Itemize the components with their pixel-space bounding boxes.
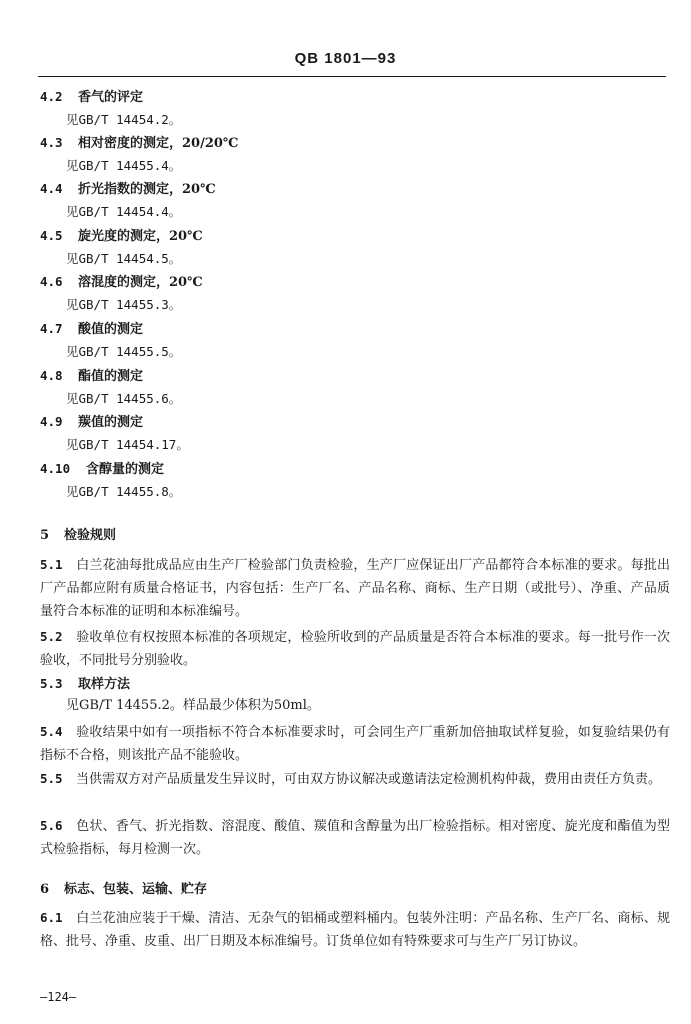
header-rule xyxy=(38,76,666,77)
item-number: 5.3 xyxy=(40,676,63,691)
item-reference: 见GB/T 14454.17。 xyxy=(66,437,189,452)
paragraph-text: 白兰花油应装于干燥、清洁、无杂气的铝桶或塑料桶内。包装外注明：产品名称、生产厂名、商标、规格、批号、净重、皮重、出厂日期及本标准编号。订货单位如有特殊要求可与生产厂另订协议。 xyxy=(40,911,670,949)
item-reference: 见GB/T 14454.2。 xyxy=(66,112,182,127)
item-number: 4.8 xyxy=(40,368,63,383)
paragraph-5-1 xyxy=(40,553,670,623)
item-title: 酯值的测定 xyxy=(78,369,144,384)
sampling-text: 见GB/T 14455.2。样品最少体积为50ml。 xyxy=(66,698,320,713)
page-number: —124— xyxy=(40,990,77,1004)
item-4-9 xyxy=(40,413,143,432)
paragraph-5-6 xyxy=(40,814,670,861)
section-title: 检验规则 xyxy=(64,528,117,543)
item-title: 旋光度的测定，20℃ xyxy=(78,229,203,244)
item-number: 4.7 xyxy=(40,321,63,336)
section-number: 5 xyxy=(40,528,50,543)
paragraph-5-5 xyxy=(40,767,670,791)
paragraph-text: 当供需双方对产品质量发生异议时，可由双方协议解决或邀请法定检测机构仲裁，费用由责任方负责。 xyxy=(76,772,662,787)
section-number: 6 xyxy=(40,882,50,897)
item-title: 相对密度的测定，20/20℃ xyxy=(78,136,239,151)
item-number: 4.10 xyxy=(40,461,71,476)
page-header-code: QB 1801—93 xyxy=(294,50,397,67)
paragraph-number: 6.1 xyxy=(40,910,63,925)
paragraph-number: 5.1 xyxy=(40,557,63,572)
section-title: 标志、包装、运输、贮存 xyxy=(64,882,208,897)
paragraph-number: 5.6 xyxy=(40,818,63,833)
item-reference: 见GB/T 14455.5。 xyxy=(66,344,182,359)
item-4-3 xyxy=(40,134,239,153)
paragraph-text: 白兰花油每批成品应由生产厂检验部门负责检验，生产厂应保证出厂产品都符合本标准的要求。每批出厂产品都应附有质量合格证书，内容包括：生产厂名、产品名称、商标、生产日期（或批号）、净重、产品质量符合本标准的证明和本标准编号。 xyxy=(40,558,670,619)
item-title: 折光指数的测定，20℃ xyxy=(78,182,216,197)
paragraph-text: 验收单位有权按照本标准的各项规定，检验所收到的产品质量是否符合本标准的要求。每一批号作一次验收，不同批号分别验收。 xyxy=(40,630,670,668)
item-title: 香气的评定 xyxy=(78,90,144,105)
item-title: 溶混度的测定，20℃ xyxy=(78,275,203,290)
item-number: 4.2 xyxy=(40,89,63,104)
paragraph-5-4 xyxy=(40,720,670,767)
item-4-7 xyxy=(40,320,143,339)
paragraph-text: 色状、香气、折光指数、溶混度、酸值、羰值和含醇量为出厂检验指标。相对密度、旋光度和酯值为型式检验指标，每月检测一次。 xyxy=(40,819,670,857)
paragraph-number: 5.5 xyxy=(40,771,63,786)
item-title: 含醇量的测定 xyxy=(86,462,165,477)
item-number: 4.3 xyxy=(40,135,63,150)
paragraph-number: 5.2 xyxy=(40,629,63,644)
paragraph-number: 5.4 xyxy=(40,724,63,739)
paragraph-5-2 xyxy=(40,625,670,672)
item-4-6 xyxy=(40,273,203,292)
item-4-8 xyxy=(40,367,143,386)
item-reference: 见GB/T 14455.6。 xyxy=(66,391,182,406)
paragraph-6-1 xyxy=(40,906,670,953)
item-reference: 见GB/T 14455.4。 xyxy=(66,158,182,173)
paragraph-text: 验收结果中如有一项指标不符合本标准要求时，可会同生产厂重新加倍抽取试样复验，如复验结果仍有指标不合格，则该批产品不能验收。 xyxy=(40,725,670,763)
item-title: 羰值的测定 xyxy=(78,415,144,430)
item-4-5 xyxy=(40,227,203,246)
item-number: 4.5 xyxy=(40,228,63,243)
item-4-2 xyxy=(40,88,143,107)
item-5-3 xyxy=(40,675,130,694)
item-reference: 见GB/T 14454.4。 xyxy=(66,204,182,219)
item-title: 酸值的测定 xyxy=(78,322,144,337)
section-5-heading xyxy=(40,524,116,543)
item-reference: 见GB/T 14454.5。 xyxy=(66,251,182,266)
item-reference: 见GB/T 14455.3。 xyxy=(66,297,182,312)
item-number: 4.6 xyxy=(40,274,63,289)
item-reference: 见GB/T 14455.8。 xyxy=(66,484,182,499)
section-6-heading xyxy=(40,878,207,897)
item-number: 4.9 xyxy=(40,414,63,429)
item-title: 取样方法 xyxy=(78,677,131,692)
item-4-4 xyxy=(40,180,216,199)
item-4-10 xyxy=(40,460,164,479)
item-number: 4.4 xyxy=(40,181,63,196)
